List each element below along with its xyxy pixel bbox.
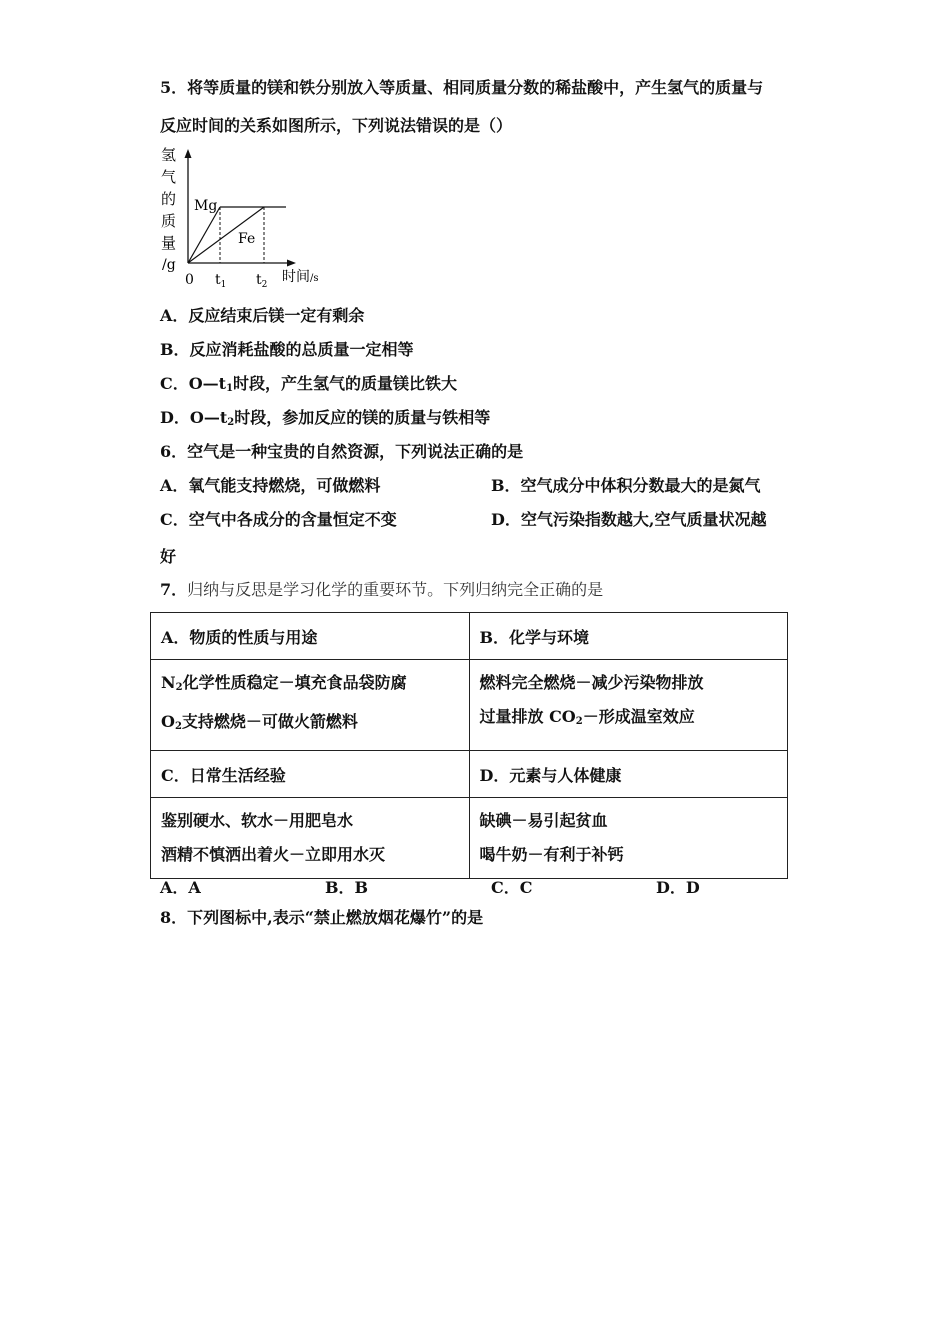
q7-summary-table xyxy=(150,612,788,879)
table-cell-c-body xyxy=(151,798,470,879)
q5-stem-line1: 5．将等质量的镁和铁分别放入等质量、相同质量分数的稀盐酸中，产生氢气的质量与 xyxy=(160,78,764,97)
q5-option-c: C．$O—t_1$时段，产生氢气的质量镁比铁大 xyxy=(160,374,458,394)
q7-answer-d: D．D xyxy=(656,878,700,897)
table-cell-d-head: D．元素与人体健康 xyxy=(469,751,788,798)
q7-stem: 7．归纳与反思是学习化学的重要环节。下列归纳完全正确的是 xyxy=(160,580,604,599)
table-cell-a-head: A．物质的性质与用途 xyxy=(151,613,470,660)
table-a-line2: $O_2$支持燃烧－可做火箭燃料 xyxy=(161,712,358,732)
t1-label: $t_1$ xyxy=(215,272,227,290)
t2-label: $t_2$ xyxy=(256,272,268,290)
fe-label: Fe xyxy=(238,231,256,247)
q5-option-b: B．反应消耗盐酸的总质量一定相等 xyxy=(160,340,414,359)
table-a-line1: $N_2$化学性质稳定－填充食品袋防腐 xyxy=(161,673,407,693)
q5-stem-line2: 反应时间的关系如图所示，下列说法错误的是（） xyxy=(160,116,513,135)
table-cell-b-body xyxy=(469,660,788,751)
graph-ylabel-char: 量 xyxy=(161,234,177,252)
q6-option-c: C．空气中各成分的含量恒定不变 xyxy=(160,510,397,529)
table-b-line2: 过量排放 $CO_2-$形成温室效应 xyxy=(479,707,695,727)
q7-answer-b: B．B xyxy=(325,878,369,897)
graph-ylabel-char: 氢 xyxy=(161,146,177,164)
q7-answer-a: A．A xyxy=(160,878,201,897)
q6-option-d-wrap: 好 xyxy=(160,547,177,566)
q7-answer-c: C．C xyxy=(491,878,533,897)
table-cell-a-body xyxy=(151,660,470,751)
table-c-line2: 酒精不慎洒出着火－立即用水灭 xyxy=(161,845,386,864)
q5-option-a: A．反应结束后镁一定有剩余 xyxy=(160,306,365,325)
mg-curve-rise xyxy=(188,207,220,263)
q8-stem: 8．下列图标中,表示“禁止燃放烟花爆竹”的是 xyxy=(160,908,484,927)
graph-y-arrow xyxy=(185,149,192,158)
graph-ylabel-char: 质 xyxy=(161,212,177,230)
table-d-line1: 缺碘－易引起贫血 xyxy=(479,811,608,830)
mg-label: Mg xyxy=(194,198,218,214)
table-d-line2: 喝牛奶－有利于补钙 xyxy=(479,845,624,864)
origin-label: 0 xyxy=(185,272,194,288)
graph-yunit: /g xyxy=(162,257,176,273)
x-axis-label: 时间/s xyxy=(282,269,319,285)
table-b-line1: 燃料完全燃烧－减少污染物排放 xyxy=(479,673,704,692)
q5-option-d: D．$O—t_2$时段，参加反应的镁的质量与铁相等 xyxy=(160,408,491,428)
table-cell-c-head: C．日常生活经验 xyxy=(151,751,470,798)
hydrogen-time-graph xyxy=(158,143,348,293)
graph-ylabel-char: 的 xyxy=(161,190,177,208)
q6-stem: 6．空气是一种宝贵的自然资源，下列说法正确的是 xyxy=(160,442,524,461)
table-cell-d-body xyxy=(469,798,788,879)
table-c-line1: 鉴别硬水、软水－用肥皂水 xyxy=(161,811,354,830)
graph-x-arrow xyxy=(287,260,296,267)
q6-option-b: B．空气成分中体积分数最大的是氮气 xyxy=(491,476,761,495)
graph-ylabel-char: 气 xyxy=(161,168,177,186)
q6-option-a: A．氧气能支持燃烧，可做燃料 xyxy=(160,476,381,495)
q6-option-d: D．空气污染指数越大,空气质量状况越 xyxy=(491,510,767,529)
table-cell-b-head: B．化学与环境 xyxy=(469,613,788,660)
